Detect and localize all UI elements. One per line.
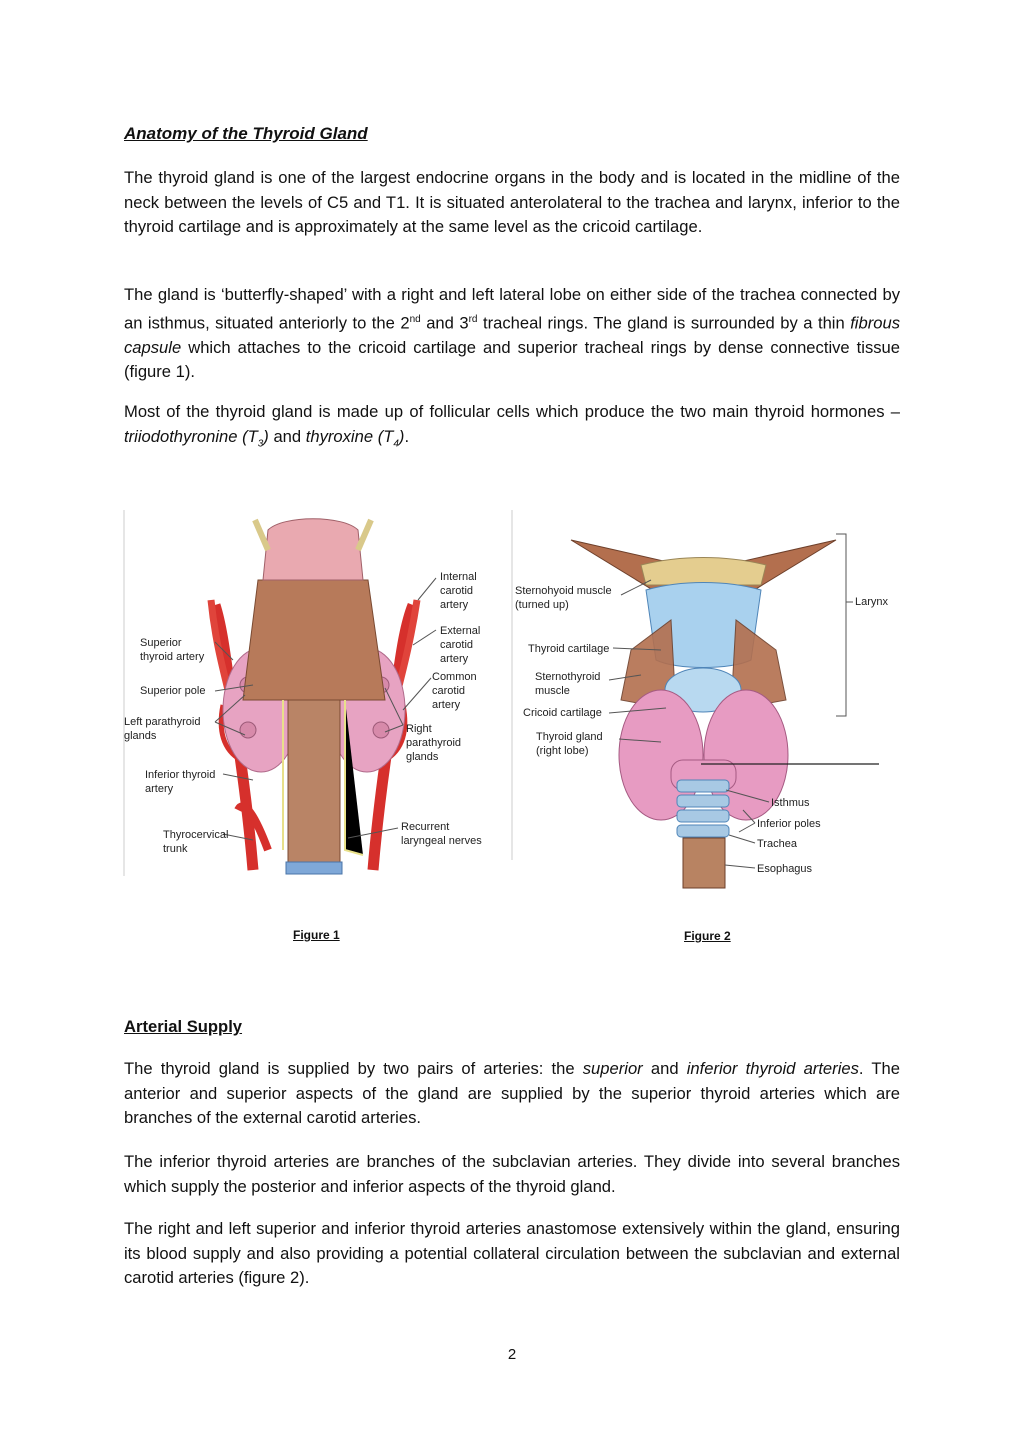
paragraph-inferior-arteries: The inferior thyroid arteries are branches of the subclavian arteries. They divide into several branches which supply the posterior and inferior aspects of the thyroid gland. bbox=[124, 1152, 900, 1196]
paragraph-intro: The thyroid gland is one of the largest endocrine organs in the body and is located in the midline of the neck between the levels of C5 and T1. It is situated anterolateral to the trachea and larynx, inferior to the thyroid cartilage and is approximately at the same level as the cricoid cartilage. bbox=[124, 168, 900, 237]
label-thyrocervical-trunk: Thyrocervical bbox=[163, 829, 229, 841]
svg-text:Isthmus bbox=[771, 797, 810, 809]
label-isthmus: Isthmus bbox=[771, 797, 810, 809]
svg-text:Internal bbox=[440, 571, 477, 583]
label-inferior-thyroid-artery: Inferior thyroid bbox=[145, 769, 216, 781]
svg-text:thyroid artery: thyroid artery bbox=[140, 651, 205, 663]
label-trachea: Trachea bbox=[757, 838, 797, 850]
svg-text:External bbox=[440, 625, 480, 637]
figure-1-thyroid-posterior-illustration bbox=[123, 510, 491, 876]
paragraph-hormones: Most of the thyroid gland is made up of follicular cells which produce the two main thyroid hormones – triiodothyronine $(T_3)$ and thyroxine $(T_4)$. bbox=[124, 402, 900, 449]
label-superior-pole: Superior pole bbox=[140, 685, 206, 697]
svg-text:Larynx bbox=[855, 596, 889, 608]
svg-text:artery: artery bbox=[440, 653, 469, 665]
figure-1-caption: Figure 1 bbox=[293, 928, 340, 942]
svg-text:Sternohyoid muscle bbox=[515, 585, 612, 597]
svg-text:(turned up): (turned up) bbox=[515, 599, 569, 611]
svg-text:Right bbox=[406, 723, 432, 735]
svg-text:Sternothyroid bbox=[535, 671, 600, 683]
paragraph-shape: The gland is ‘butterfly-shaped’ with a right and left lateral lobe on either side of the trachea connected by an isthmus, situated anteriorly to the 2nd and 3rd tracheal rings. The gland is surrounded by a thin fibrous capsule which attaches to the cricoid cartilage and superior tracheal rings by dense connective tissue (figure 1). bbox=[124, 285, 900, 382]
svg-text:Common bbox=[432, 671, 477, 683]
svg-text:Thyroid gland bbox=[536, 731, 603, 743]
label-thyroid-cartilage: Thyroid cartilage bbox=[528, 643, 610, 655]
label-cricoid-cartilage: Cricoid cartilage bbox=[523, 707, 602, 719]
svg-text:parathyroid: parathyroid bbox=[406, 737, 462, 749]
svg-text:Recurrent bbox=[401, 821, 449, 833]
svg-text:Cricoid cartilage bbox=[523, 707, 602, 719]
paragraph-anastomose: The right and left superior and inferior thyroid arteries anastomose extensively within the gland, ensuring its blood supply and also providing a potential collateral circulation between the subclavian and external carotid arteries (figure 2). bbox=[124, 1219, 900, 1288]
svg-text:Inferior thyroid bbox=[145, 769, 215, 781]
label-right-parathyroid: Right bbox=[406, 723, 432, 735]
svg-text:(right lobe): (right lobe) bbox=[536, 745, 589, 757]
label-external-carotid: External bbox=[440, 625, 481, 637]
page-number: 2 bbox=[507, 1346, 517, 1363]
svg-text:carotid: carotid bbox=[440, 585, 474, 597]
svg-text:muscle: muscle bbox=[535, 685, 570, 697]
label-esophagus: Esophagus bbox=[757, 863, 813, 875]
svg-text:Superior pole bbox=[140, 685, 205, 697]
label-sternohyoid: Sternohyoid muscle bbox=[515, 585, 612, 597]
svg-text:Trachea bbox=[757, 838, 798, 850]
label-inferior-poles: Inferior poles bbox=[757, 818, 821, 830]
label-internal-carotid: Internal bbox=[440, 571, 477, 583]
svg-text:Left parathyroid bbox=[124, 716, 200, 728]
paragraph-arteries: The thyroid gland is supplied by two pairs of arteries: the superior and inferior thyroid arteries. The anterior and superior aspects of the gland are supplied by the superior thyroid arteries which are branches of the external carotid arteries. bbox=[124, 1059, 900, 1128]
svg-text:laryngeal nerves: laryngeal nerves bbox=[401, 835, 482, 847]
svg-text:artery: artery bbox=[440, 599, 469, 611]
svg-text:carotid: carotid bbox=[440, 639, 474, 651]
label-superior-thyroid-artery: Superior bbox=[140, 637, 182, 649]
svg-text:Esophagus bbox=[757, 863, 813, 875]
svg-text:Superior bbox=[140, 637, 182, 649]
label-larynx: Larynx bbox=[855, 596, 889, 608]
label-recurrent-laryngeal: Recurrent bbox=[401, 821, 450, 833]
label-common-carotid: Common bbox=[432, 671, 477, 683]
page-title: Anatomy of the Thyroid Gland bbox=[124, 124, 368, 143]
section-heading-arterial-supply: Arterial Supply bbox=[124, 1017, 243, 1036]
svg-text:Thyrocervical bbox=[163, 829, 228, 841]
svg-text:artery: artery bbox=[145, 783, 174, 795]
svg-text:glands: glands bbox=[406, 751, 439, 763]
label-thyroid-gland: Thyroid gland bbox=[536, 731, 603, 743]
label-left-parathyroid: Left parathyroid bbox=[124, 716, 201, 728]
svg-text:artery: artery bbox=[432, 699, 461, 711]
svg-text:trunk: trunk bbox=[163, 843, 188, 855]
svg-text:carotid: carotid bbox=[432, 685, 466, 697]
svg-text:Inferior poles bbox=[757, 818, 821, 830]
figure-2-caption: Figure 2 bbox=[684, 929, 731, 943]
figure-2-thyroid-anterior-illustration bbox=[511, 510, 897, 895]
label-sternothyroid: Sternothyroid bbox=[535, 671, 601, 683]
svg-text:Thyroid cartilage bbox=[528, 643, 609, 655]
svg-text:glands: glands bbox=[124, 730, 157, 742]
